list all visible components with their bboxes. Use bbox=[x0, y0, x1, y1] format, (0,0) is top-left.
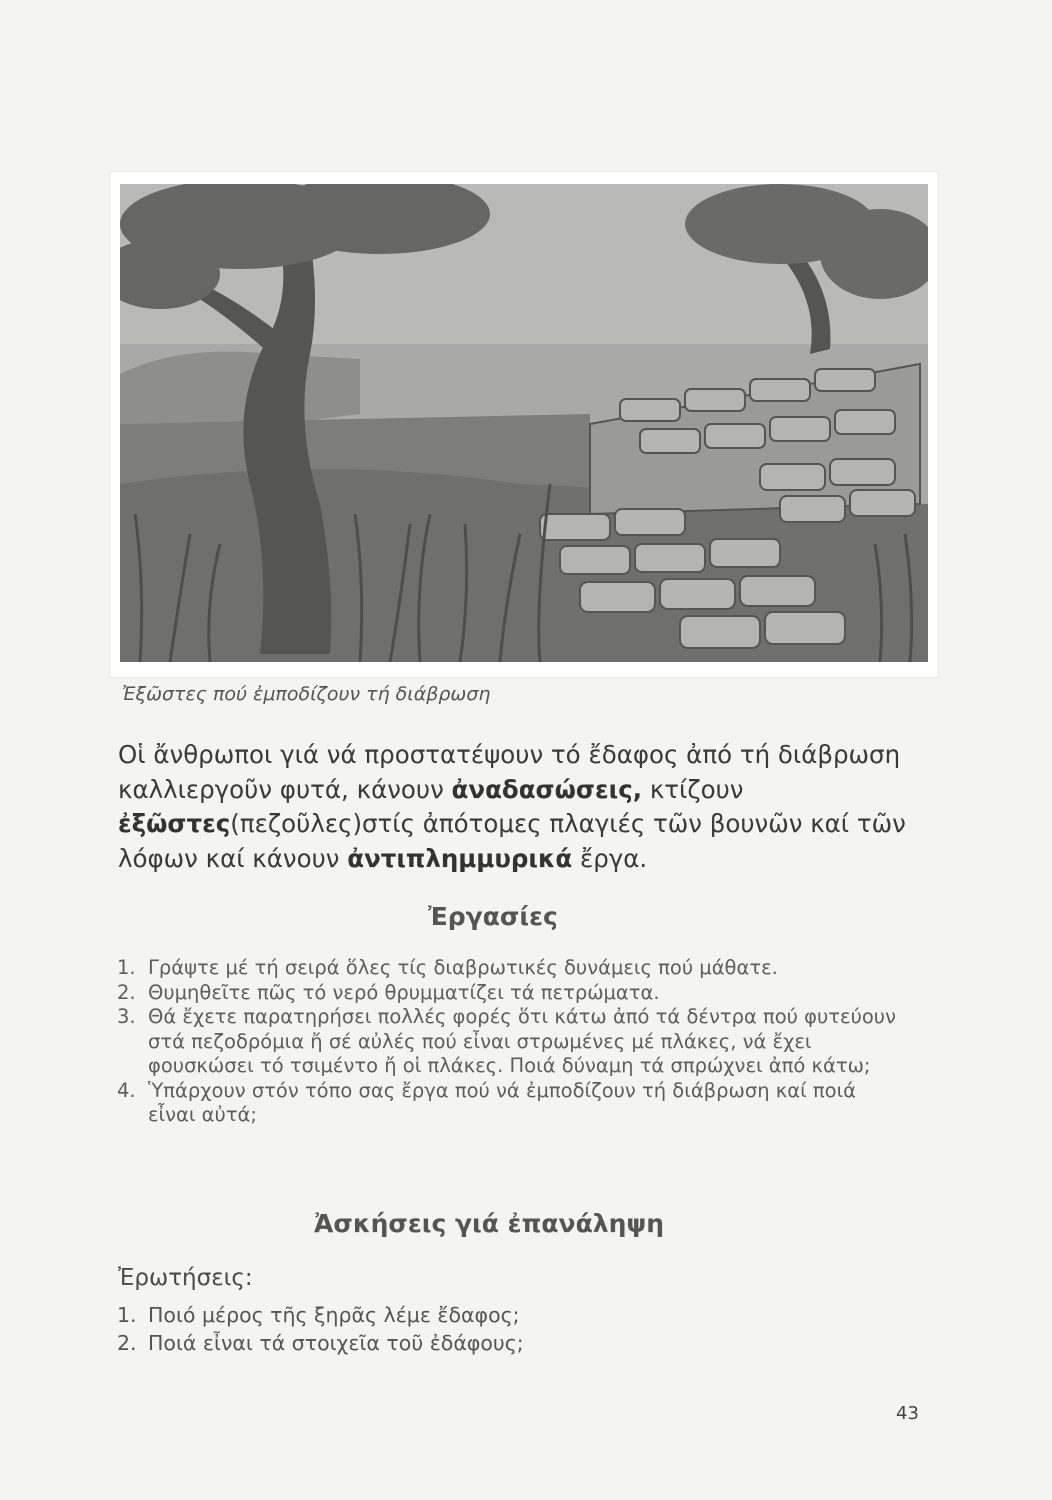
exercise-item bbox=[117, 1005, 907, 1079]
terraces-illustration bbox=[120, 184, 928, 662]
exercise-text: Γράψτε μέ τή σειρά ὅλες τίς διαβρωτικές δυνάμεις πού μάθατε. bbox=[148, 956, 778, 979]
exercise-number: 3. bbox=[117, 1005, 136, 1028]
exercise-number: 2. bbox=[117, 980, 136, 1004]
exercise-number: 4. bbox=[117, 1078, 136, 1102]
exercises-heading: Ἐργασίες bbox=[428, 902, 558, 931]
intro-bold-reforestation: ἀναδασώσεις, bbox=[451, 774, 643, 804]
questions-subheading: Ἐρωτήσεις: bbox=[118, 1265, 253, 1291]
intro-paragraph bbox=[118, 738, 938, 876]
exercise-number: 1. bbox=[117, 956, 136, 979]
intro-text-4: ἔργα. bbox=[572, 843, 648, 873]
exercise-item bbox=[117, 956, 907, 981]
exercise-text: Θυμηθεῖτε πῶς τό νερό θρυμματίζει τά πετρώματα. bbox=[148, 980, 660, 1004]
intro-text-1: Οἱ ἄνθρωποι γιά νά προστατέψουν τό ἔδαφος ἀπό τή διάβρωση καλλιεργοῦν φυτά, κάνουν bbox=[118, 740, 901, 804]
question-item bbox=[117, 1329, 817, 1357]
question-text: Ποιά εἶναι τά στοιχεῖα τοῦ ἐδάφους; bbox=[148, 1331, 524, 1355]
question-text: Ποιό μέρος τῆς ξηρᾶς λέμε ἔδαφος; bbox=[148, 1303, 520, 1327]
review-heading: Ἀσκήσεις γιά ἐπανάληψη bbox=[314, 1209, 665, 1238]
exercises-list bbox=[117, 956, 907, 1128]
question-number: 1. bbox=[117, 1303, 137, 1327]
question-number: 2. bbox=[117, 1331, 137, 1355]
intro-text-2: κτίζουν bbox=[642, 774, 744, 804]
exercise-text: Ὑπάρχουν στόν τόπο σας ἔργα πού νά ἐμποδίζουν τή διάβρωση καί ποιά εἶναι αὐτά; bbox=[148, 1078, 857, 1126]
intro-bold-flood-works: ἀντιπλημμυρικά bbox=[347, 843, 573, 873]
figure-caption: Ἐξῶστες πού ἐμποδίζουν τή διάβρωση bbox=[122, 683, 491, 705]
exercise-text: Θά ἔχετε παρατηρήσει πολλές φορές ὅτι κάτω ἀπό τά δέντρα πού φυτεύουν στά πεζοδρόμια ἤ σέ αὐλές πού εἶναι στρωμένες μέ πλάκες, νά ἔχει φουσκώσει τό τσιμέντο ἤ οἱ πλάκες. Ποιά δύναμη τά σπρώχνει ἀπό κάτω; bbox=[148, 1005, 896, 1077]
exercise-item bbox=[117, 1079, 907, 1128]
page-number: 43 bbox=[896, 1403, 919, 1424]
intro-bold-terraces: ἐξῶστες bbox=[118, 809, 231, 838]
question-item bbox=[117, 1301, 817, 1329]
illustration-frame bbox=[110, 172, 938, 677]
questions-list bbox=[117, 1301, 817, 1357]
exercise-item bbox=[117, 981, 907, 1006]
intro-text-3: (πεζοῦλες)στίς ἀπότομες πλαγιές τῶν βουνῶν καί τῶν λόφων καί κάνουν bbox=[118, 809, 906, 873]
